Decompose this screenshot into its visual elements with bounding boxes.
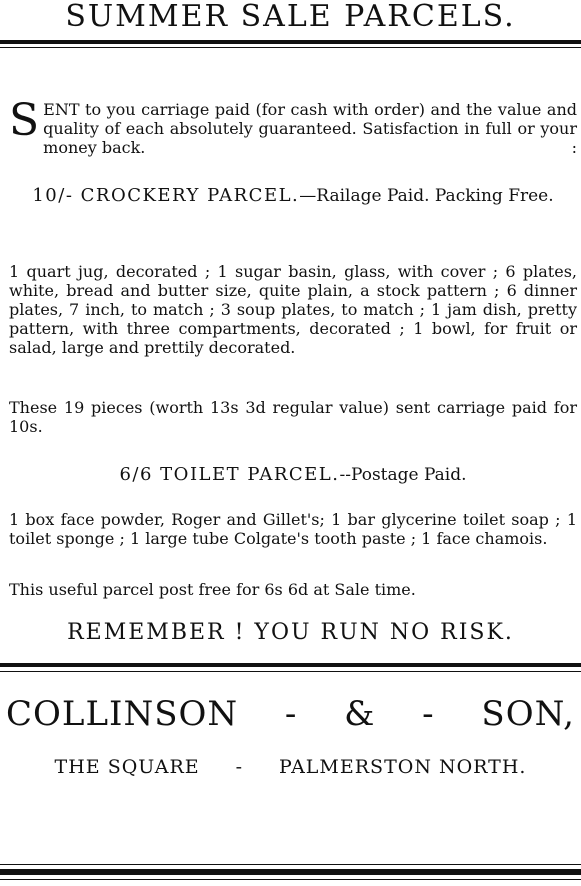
- ad-heading: SUMMER SALE PARCELS.: [65, 0, 516, 34]
- rule-top-thick: [0, 40, 581, 44]
- intro-end-mark: :: [571, 138, 577, 157]
- rule-top-thin: [0, 47, 581, 48]
- crockery-title: [9, 183, 577, 209]
- remember-line: REMEMBER ! YOU RUN NO RISK.: [67, 620, 514, 645]
- crockery-title-rest: —Railage Paid. Packing Free.: [299, 186, 554, 206]
- intro-paragraph: [9, 95, 577, 157]
- toilet-summary: This useful parcel post free for 6s 6d at Sale time.: [9, 580, 416, 599]
- rule-mid-thick: [0, 663, 581, 667]
- rule-bottom-thin: [0, 864, 581, 865]
- firm-address: [0, 756, 581, 778]
- firm-ampersand: &: [344, 694, 376, 734]
- firm-name: [0, 694, 581, 734]
- address-separator: -: [235, 756, 244, 778]
- crockery-summary: These 19 pieces (worth 13s 3d regular value) sent carriage paid for 10s.: [9, 398, 577, 436]
- address-town: PALMERSTON NORTH.: [279, 756, 527, 778]
- crockery-title-caps: 10/- CROCKERY PARCEL.: [32, 185, 300, 206]
- rule-mid-thin: [0, 671, 581, 672]
- intro-text: ENT to you carriage paid (for cash with order) and the value and quality of each absolutely guaranteed. Satisfaction in full or your money back.: [43, 100, 577, 157]
- rule-bottom-thin-2: [0, 879, 581, 880]
- firm-separator-1: -: [284, 694, 298, 734]
- toilet-title: [9, 462, 577, 488]
- drop-cap: S: [9, 95, 40, 146]
- firm-name-first: COLLINSON: [6, 694, 239, 734]
- toilet-items: 1 box face powder, Roger and Gillet's; 1 bar glycerine toilet soap ; 1 toilet sponge ; 1 large tube Colgate's tooth paste ; 1 face chamois.: [9, 510, 577, 548]
- rule-bottom-thick: [0, 869, 581, 875]
- toilet-title-rest: --Postage Paid.: [339, 465, 467, 485]
- address-street: THE SQUARE: [54, 756, 200, 778]
- toilet-title-caps: 6/6 TOILET PARCEL.: [119, 464, 340, 485]
- firm-name-second: SON,: [481, 694, 575, 734]
- crockery-items: 1 quart jug, decorated ; 1 sugar basin, glass, with cover ; 6 plates, white, bread and butter size, quite plain, a stock pattern ; 6 dinner plates, 7 inch, to match ; 3 soup plates, to match ; 1 jam dish, pretty pattern, with three compartments, decorated ; 1 bowl, for fruit or salad, large and prettily decorated.: [9, 262, 577, 357]
- firm-separator-2: -: [422, 694, 435, 734]
